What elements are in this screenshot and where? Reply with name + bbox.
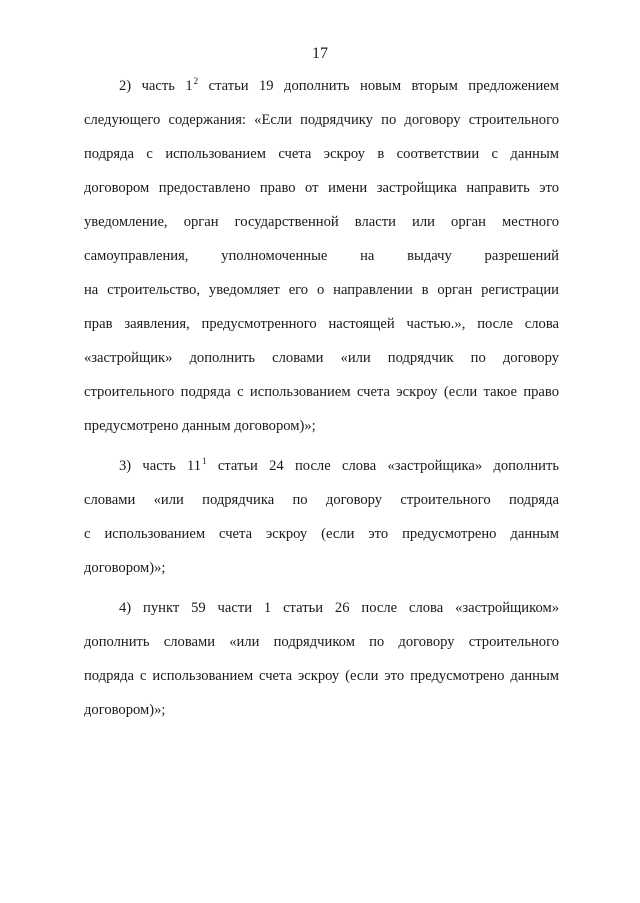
paragraph-3-line-4: договором)»; [84, 702, 166, 718]
paragraph-1-line-7: на строительство, уведомляет его о направлении в орган регистрации [84, 282, 559, 298]
paragraph-1-line-8: прав заявления, предусмотренного настоящей частью.», после слова [84, 316, 559, 332]
paragraph-1-line-11: предусмотрено данным договором)»; [84, 418, 316, 434]
paragraph-1-line-3: подряда с использованием счета эскроу в соответствии с данным [84, 146, 559, 162]
paragraph-1-line-6: самоуправления, уполномоченные на выдачу разрешений [84, 248, 559, 264]
paragraph-1-line-9: «застройщик» дополнить словами «или подрядчик по договору [84, 350, 559, 366]
paragraph-1-line-2: следующего содержания: «Если подрядчику по договору строительного [84, 112, 559, 128]
paragraph-1-line-5: уведомление, орган государственной власти или орган местного [84, 214, 559, 230]
paragraph-1-line-4: договором предоставлено право от имени застройщика направить это [84, 180, 559, 196]
paragraph-3-line-3: подряда с использованием счета эскроу (если это предусмотрено данным [84, 668, 559, 684]
paragraph-1-line-1: 2) часть $1^2$ статьи 19 дополнить новым вторым предложением [119, 76, 560, 94]
page-number: 17 [312, 45, 328, 62]
paragraph-3-line-1: 4) пункт 59 части 1 статьи 26 после слова «застройщиком» [119, 600, 559, 616]
superscript: 2 [193, 76, 199, 86]
superscript: 1 [202, 456, 207, 466]
paragraph-3-line-2: дополнить словами «или подрядчиком по договору строительного [84, 634, 559, 650]
paragraph-2-line-2: словами «или подрядчика по договору строительного подряда [84, 492, 559, 508]
paragraph-1-line-10: строительного подряда с использованием счета эскроу (если такое право [84, 384, 559, 400]
paragraph-2-line-3: с использованием счета эскроу (если это предусмотрено данным [84, 526, 559, 542]
paragraph-2-line-1: 3) часть $11^1$ статьи 24 после слова «застройщика» дополнить [119, 456, 559, 474]
paragraph-2-line-4: договором)»; [84, 560, 166, 576]
